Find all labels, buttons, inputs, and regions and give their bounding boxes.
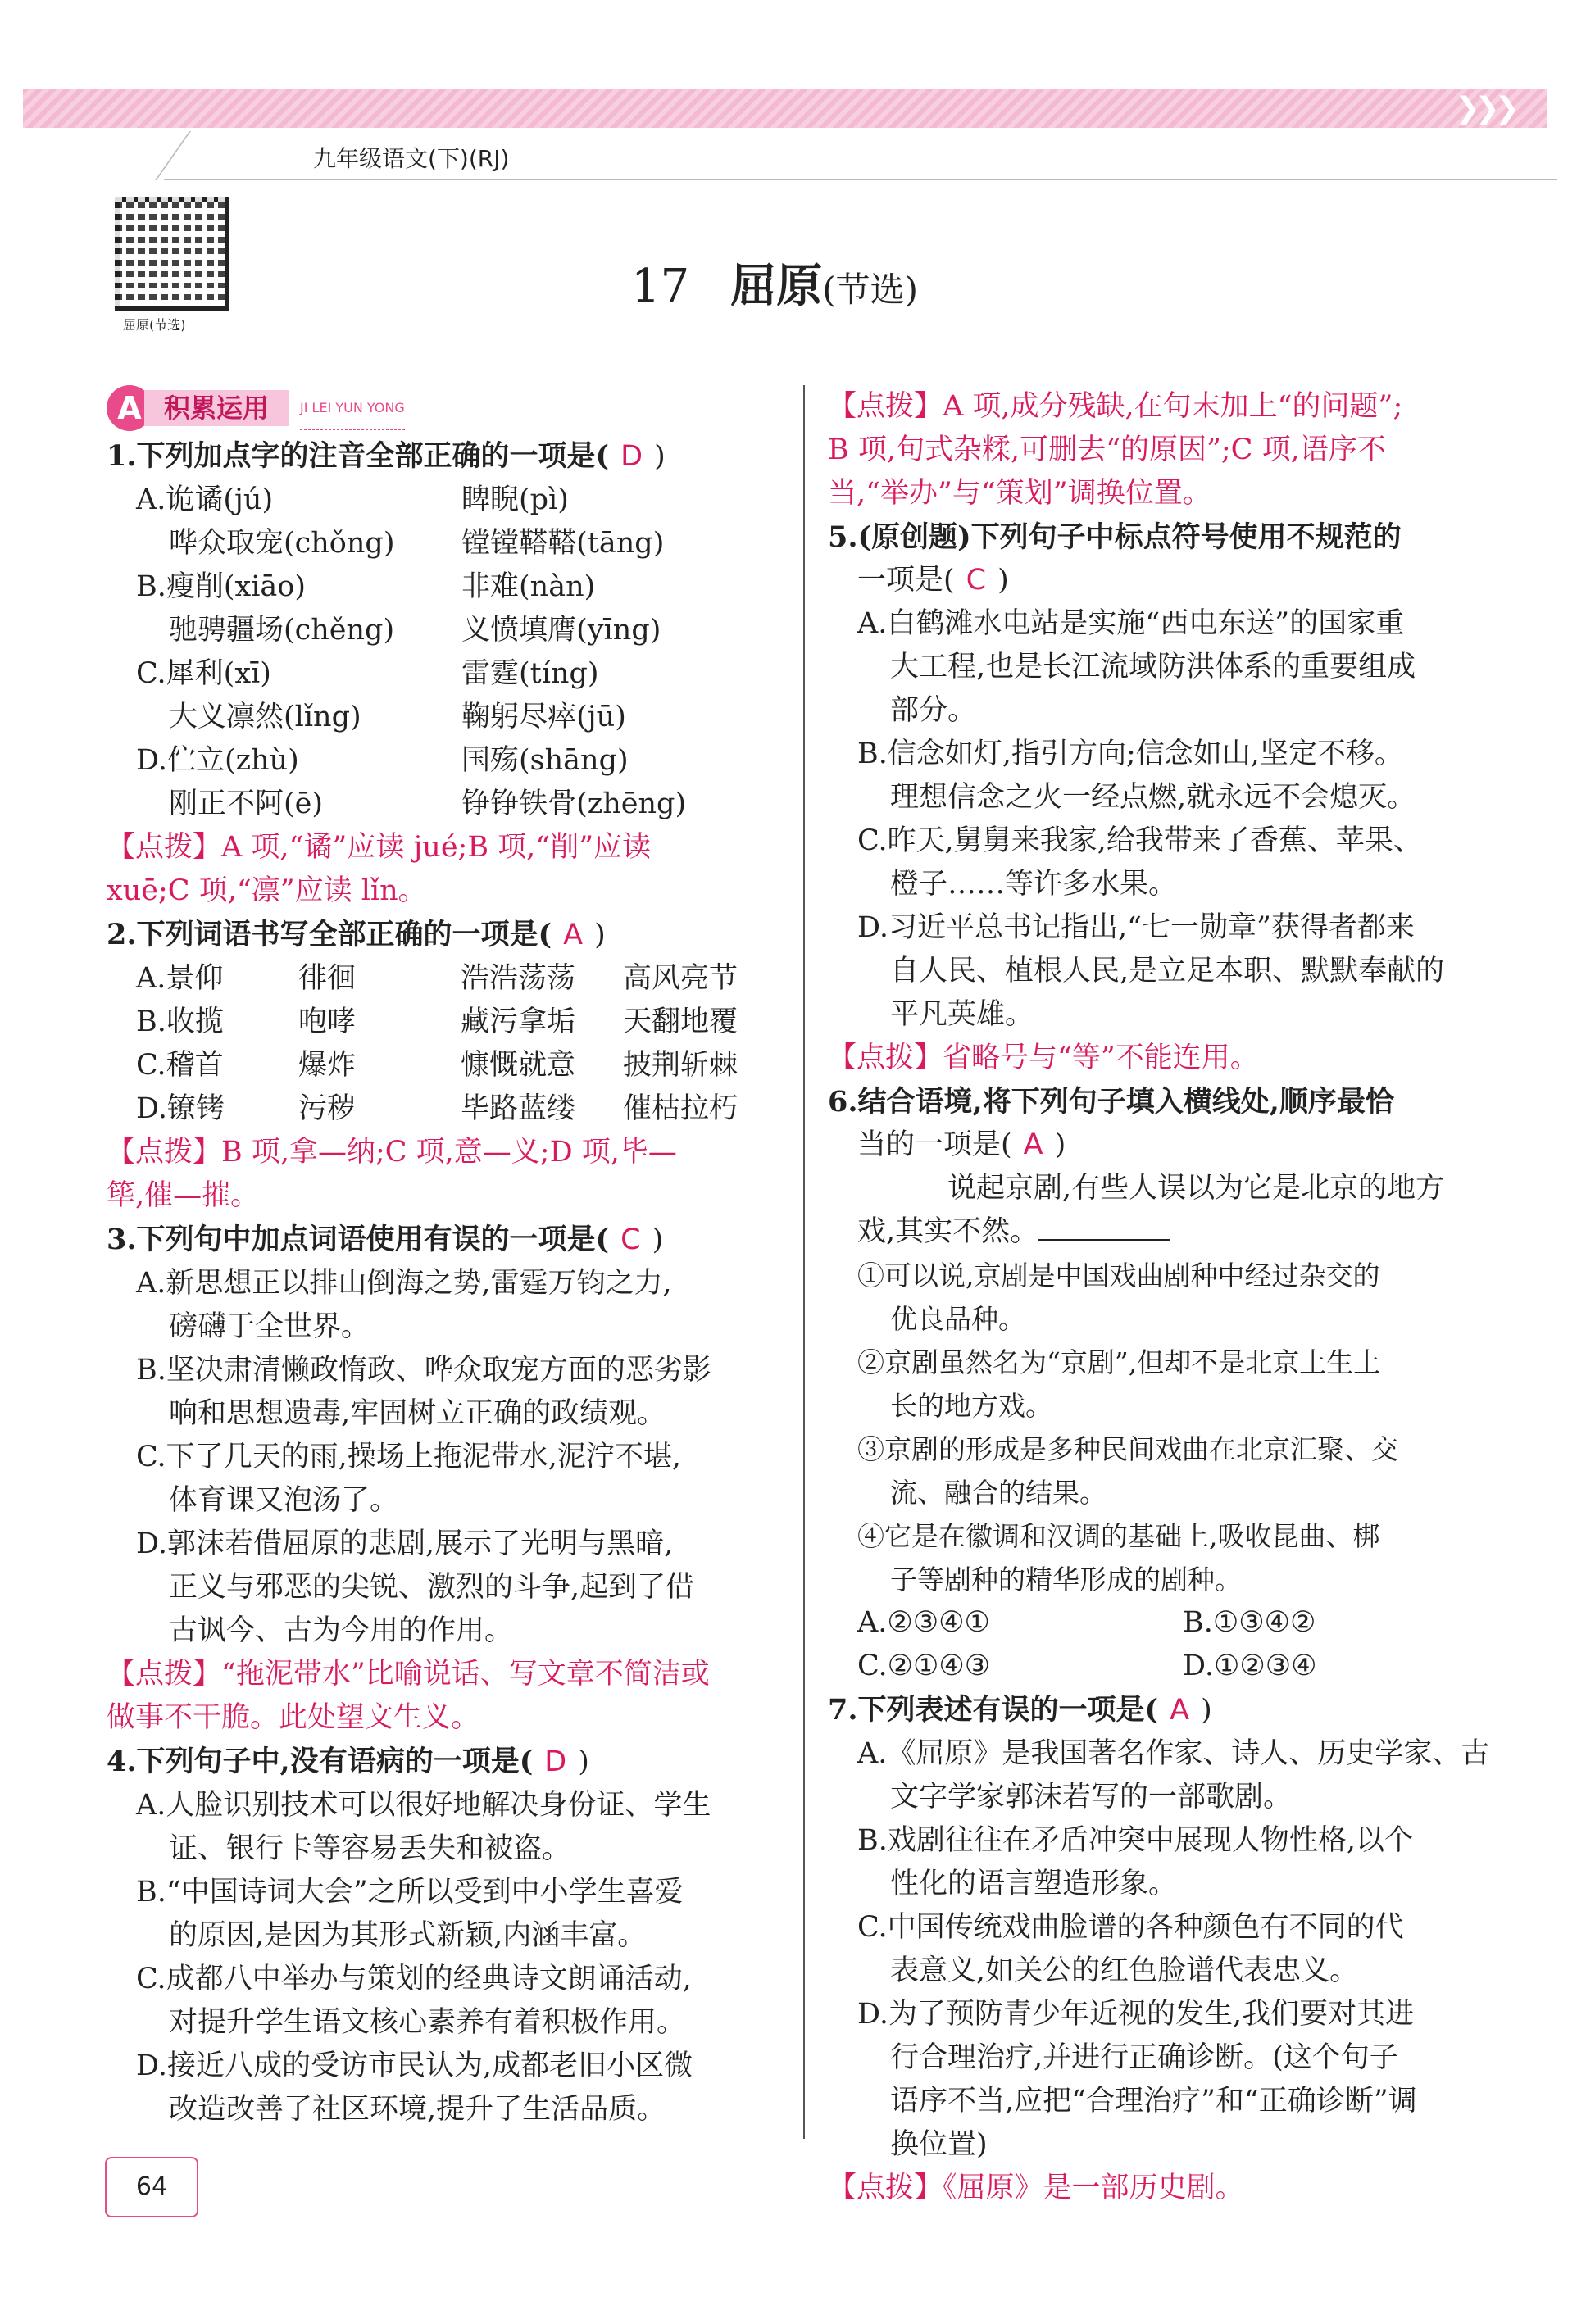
q6-stem: 6.结合语境,将下列句子填入横线处,顺序最恰 (828, 1085, 1394, 1119)
q6-item: 优良品种。 (890, 1303, 1025, 1335)
q7-line: D.为了预防青少年近视的发生,我们要对其进 (857, 1998, 1415, 2031)
q2-cell: 披荆斩棘 (623, 1049, 738, 1082)
q5-line: 理想信念之火一经点燃,就永远不会熄灭。 (890, 781, 1416, 814)
q1-cell: C.犀利(xī) (136, 657, 271, 690)
q4-line: 改造改善了社区环境,提升了生活品质。 (169, 2093, 666, 2126)
q2-row (107, 1087, 787, 1131)
q7-line: 换位置) (890, 2128, 988, 2161)
q2-cell: A.景仰 (136, 962, 224, 995)
section-english: JI LEI YUN YONG (300, 386, 405, 430)
q5-tip: 【点拨】省略号与“等”不能连用。 (828, 1042, 1259, 1074)
q5-line: 部分。 (890, 694, 977, 727)
q5-answer: C (966, 564, 987, 597)
lesson-number: 17 (631, 260, 690, 313)
q3-tip: 做事不干脆。此处望文生义。 (107, 1701, 480, 1734)
q3-line: C.下了几天的雨,操场上拖泥带水,泥泞不堪, (136, 1441, 682, 1473)
q5-line: 大工程,也是长江流域防洪体系的重要组成 (890, 651, 1416, 683)
column-divider (803, 385, 805, 2139)
q3-line: 体育课又泡汤了。 (169, 1484, 399, 1517)
q3-tip: 【点拨】“拖泥带水”比喻说话、写文章不简洁或 (107, 1658, 710, 1691)
q3-line: 响和思想遗毒,牢固树立正确的政绩观。 (169, 1397, 666, 1430)
q2-cell: 污秽 (298, 1092, 357, 1125)
q1-cell: A.诡谲(jú) (136, 483, 274, 516)
lesson-title (631, 250, 918, 315)
q6-stem: 当的一项是( (857, 1128, 1012, 1161)
q3-line: 磅礴于全世界。 (169, 1310, 370, 1343)
q6-choice: C.②①④③ (857, 1650, 991, 1682)
q1-row (107, 479, 787, 522)
q7-line: A.《屈原》是我国著名作家、诗人、历史学家、古 (857, 1737, 1490, 1770)
q2-cell: 爆炸 (298, 1049, 357, 1082)
q1-close: ) (654, 440, 666, 473)
q6-item: 流、融合的结果。 (890, 1477, 1107, 1509)
q3-line: D.郭沫若借屈原的悲剧,展示了光明与黑暗, (136, 1527, 674, 1560)
q2-cell: C.稽首 (136, 1049, 224, 1082)
fill-blank (1038, 1214, 1170, 1241)
q2-cell: 藏污拿垢 (461, 1005, 576, 1038)
q5-line: 橙子……等许多水果。 (890, 868, 1178, 901)
q2-cell: D.镣铐 (136, 1092, 225, 1125)
q4-line: B.“中国诗词大会”之所以受到中小学生喜爱 (136, 1876, 684, 1909)
q7-line: 表意义,如关公的红色脸谱代表忠义。 (890, 1954, 1359, 1987)
q7-line: 语序不当,应把“合理治疗”和“正确诊断”调 (890, 2085, 1417, 2117)
q6-item: ④它是在徽调和汉调的基础上,吸收昆曲、梆 (857, 1520, 1380, 1552)
q1-cell: 非难(nàn) (461, 570, 596, 603)
q1-row (107, 522, 787, 565)
q7-stem: 7.下列表述有误的一项是( (828, 1693, 1159, 1727)
q2-cell: 徘徊 (298, 962, 357, 995)
question-5 (828, 515, 1508, 1080)
q1-tip: xuē;C 项,“凛”应读 lǐn。 (107, 874, 427, 907)
grade-label: 九年级语文(下)(RJ) (313, 145, 510, 172)
q1-cell: B.瘦削(xiāo) (136, 570, 307, 603)
q2-cell: B.收揽 (136, 1005, 224, 1038)
q6-choice: A.②③④① (857, 1606, 990, 1639)
q2-row (107, 1044, 787, 1087)
q7-answer: A (1170, 1694, 1190, 1727)
q7-line: B.戏剧往往在矛盾冲突中展现人物性格,以个 (857, 1824, 1413, 1857)
q3-close: ) (652, 1223, 664, 1256)
q4-line: 对提升学生语文核心素养有着积极作用。 (169, 2006, 686, 2039)
q4-close: ) (578, 1745, 589, 1778)
q3-line: B.坚决肃清懒政惰政、哗众取宠方面的恶劣影 (136, 1354, 711, 1387)
q4-answer: D (544, 1745, 567, 1778)
q7-line: 文字学家郭沫若写的一部歌剧。 (890, 1781, 1293, 1813)
q6-choice: B.①③④② (1183, 1606, 1316, 1639)
q7-tip: 【点拨】《屈原》是一部历史剧。 (828, 2172, 1244, 2204)
left-column (107, 385, 787, 2131)
q6-choice: D.①②③④ (1183, 1650, 1317, 1682)
q5-line: 自人民、植根人民,是立足本职、默默奉献的 (890, 955, 1445, 987)
q6-answer: A (1023, 1128, 1043, 1161)
q2-tip: 【点拨】B 项,拿—纳;C 项,意—义;D 项,毕— (107, 1136, 677, 1169)
q6-passage: 戏,其实不然。 (857, 1215, 1039, 1248)
q1-row (107, 739, 787, 783)
q4-stem: 4.下列句子中,没有语病的一项是( (107, 1745, 534, 1778)
q6-choices (828, 1601, 1508, 1645)
q1-cell: 铮铮铁骨(zhēng) (461, 788, 687, 820)
q1-cell: 鞠躬尽瘁(jū) (461, 701, 626, 733)
q3-answer: C (620, 1223, 641, 1256)
right-column (828, 385, 1508, 2210)
q6-close: ) (1054, 1128, 1066, 1161)
q5-line: D.习近平总书记指出,“七一勋章”获得者都来 (857, 911, 1415, 944)
q5-line: B.信念如灯,指引方向;信念如山,坚定不移。 (857, 738, 1403, 770)
q1-cell: 镗镗鞳鞳(tāng) (461, 527, 665, 560)
q6-item: ②京剧虽然名为“京剧”,但却不是北京土生土 (857, 1346, 1381, 1378)
q2-cell: 高风亮节 (623, 962, 738, 995)
q4-line: 的原因,是因为其形式新颖,内涵丰富。 (169, 1919, 647, 1952)
q1-cell: 国殇(shāng) (461, 744, 629, 777)
section-title: 积累运用 (144, 390, 289, 426)
q6-item: 长的地方戏。 (890, 1390, 1052, 1422)
q6-item: ③京剧的形成是多种民间戏曲在北京汇聚、交 (857, 1433, 1398, 1465)
q5-line: A.白鹤滩水电站是实施“西电东送”的国家重 (857, 607, 1405, 640)
q4-tip: B 项,句式杂糅,可删去“的原因”;C 项,语序不 (828, 433, 1386, 466)
q3-line: 正义与邪恶的尖锐、激烈的斗争,起到了借 (169, 1571, 695, 1604)
q4-tip: 【点拨】A 项,成分残缺,在句末加上“的问题”; (828, 390, 1403, 423)
header-band (23, 89, 1547, 128)
q2-cell: 催枯拉朽 (623, 1092, 738, 1125)
q1-cell: 大义凛然(lǐng) (169, 701, 361, 733)
q5-line: C.昨天,舅舅来我家,给我带来了香蕉、苹果、 (857, 824, 1422, 857)
chevron-right-icon: ❯❯❯ (1455, 92, 1515, 125)
q1-stem: 1.下列加点字的注音全部正确的一项是( (107, 439, 610, 473)
q1-answer: D (620, 440, 643, 473)
lesson-title-sub: (节选) (822, 270, 919, 310)
q6-item: 子等剧种的精华形成的剧种。 (890, 1564, 1242, 1595)
question-4 (107, 1740, 787, 2131)
q7-line: 性化的语言塑造形象。 (890, 1868, 1178, 1900)
q2-cell: 咆哮 (298, 1005, 357, 1038)
page-number: 64 (105, 2157, 198, 2217)
question-2 (107, 913, 787, 1218)
q6-choices (828, 1645, 1508, 1688)
q2-cell: 天翻地覆 (623, 1005, 738, 1038)
q1-cell: 刚正不阿(ē) (169, 788, 324, 820)
q4-tip: 当,“举办”与“策划”调换位置。 (828, 477, 1211, 510)
q2-stem: 2.下列词语书写全部正确的一项是( (107, 918, 552, 951)
q1-cell: 哗众取宠(chǒng) (169, 527, 395, 560)
q6-passage: 说起京剧,有些人误以为它是北京的地方 (947, 1172, 1445, 1205)
q2-answer: A (563, 919, 584, 951)
qr-caption: 屈原(节选) (123, 317, 186, 333)
section-header (107, 385, 787, 434)
q1-row (107, 609, 787, 652)
q6-item: ①可以说,京剧是中国戏曲剧种中经过杂交的 (857, 1260, 1380, 1291)
q5-stem: 一项是( (857, 564, 955, 597)
q2-row (107, 1001, 787, 1044)
q1-row (107, 696, 787, 739)
q4-line: A.人脸识别技术可以很好地解决身份证、学生 (136, 1789, 711, 1822)
q2-cell: 慷慨就意 (461, 1049, 576, 1082)
q1-cell: 睥睨(pì) (461, 483, 569, 516)
q4-line: D.接近八成的受访市民认为,成都老旧小区微 (136, 2049, 693, 2082)
q2-row (107, 957, 787, 1001)
q7-line: 行合理治疗,并进行正确诊断。(这个句子 (890, 2041, 1398, 2074)
q2-tip: 筚,催—摧。 (107, 1179, 260, 1212)
q5-stem: 5.(原创题)下列句子中标点符号使用不规范的 (828, 520, 1402, 554)
q1-cell: 雷霆(tíng) (461, 657, 599, 690)
q4-line: C.成都八中举办与策划的经典诗文朗诵活动, (136, 1963, 692, 1995)
qr-pattern (115, 197, 229, 311)
q7-line: C.中国传统戏曲脸谱的各种颜色有不同的代 (857, 1911, 1404, 1944)
q2-cell: 浩浩荡荡 (461, 962, 576, 995)
q3-stem: 3.下列句中加点词语使用有误的一项是( (107, 1223, 610, 1256)
q1-row (107, 783, 787, 826)
question-3 (107, 1218, 787, 1740)
question-7 (828, 1688, 1508, 2210)
q1-cell: D.伫立(zhù) (136, 744, 299, 777)
q1-cell: 驰骋疆场(chěng) (169, 614, 395, 647)
q3-line: 古讽今、古为今用的作用。 (169, 1614, 514, 1647)
q1-row (107, 565, 787, 609)
q1-cell: 义愤填膺(yīng) (461, 614, 661, 647)
q1-row (107, 652, 787, 696)
section-badge: A (107, 385, 152, 431)
q4-line: 证、银行卡等容易丢失和被盗。 (169, 1832, 571, 1865)
question-1 (107, 434, 787, 913)
q5-close: ) (997, 564, 1009, 597)
q5-line: 平凡英雄。 (890, 998, 1034, 1031)
q2-close: ) (594, 919, 606, 951)
question-6 (828, 1080, 1508, 1688)
q1-tip: 【点拨】A 项,“谲”应读 jué;B 项,“削”应读 (107, 831, 652, 864)
q7-close: ) (1201, 1694, 1212, 1727)
lesson-title-main: 屈原 (730, 259, 823, 313)
q3-line: A.新思想正以排山倒海之势,雷霆万钧之力, (136, 1267, 672, 1300)
header-grade-bar (164, 131, 1557, 180)
q2-cell: 毕路蓝缕 (461, 1092, 576, 1125)
